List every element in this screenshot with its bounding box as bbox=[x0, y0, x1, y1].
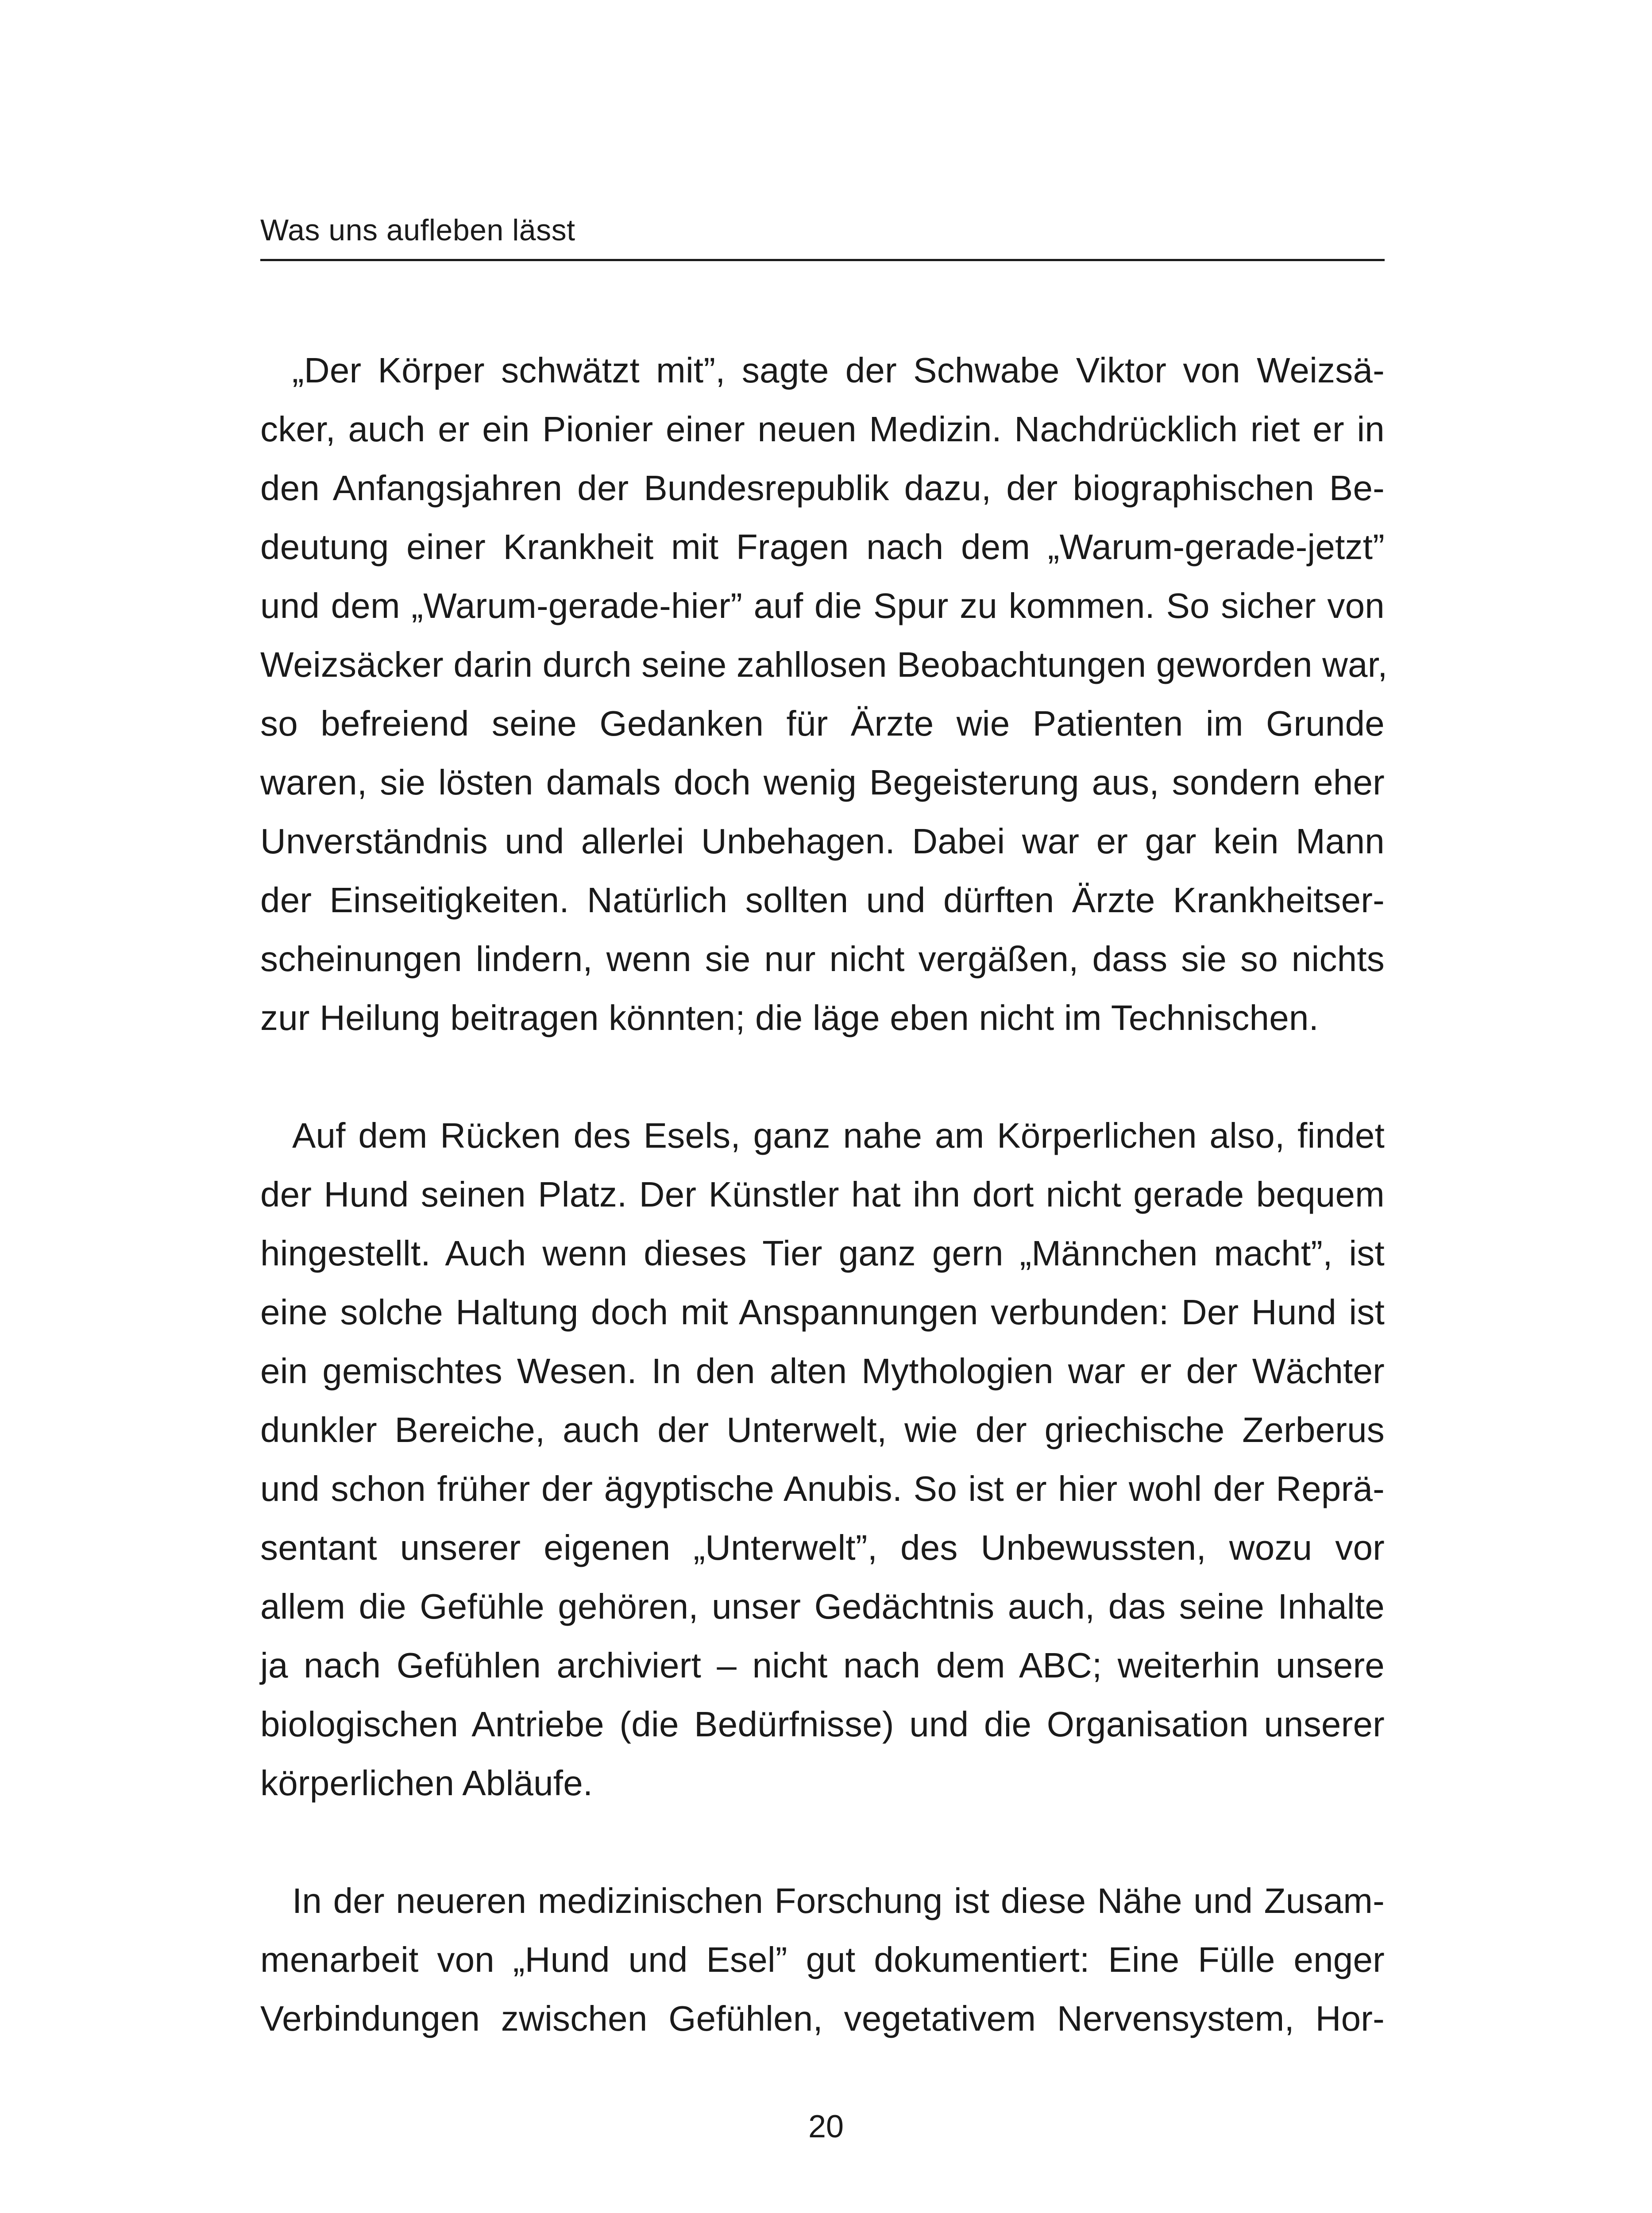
paragraph bbox=[260, 341, 1388, 1047]
text-line: Weizsäcker darin durch seine zahllosen Beobachtungen geworden war, bbox=[260, 645, 1388, 684]
text-line: und schon früher der ägyptische Anubis. So ist er hier wohl der Reprä- bbox=[260, 1469, 1385, 1508]
body-text bbox=[260, 341, 1388, 2048]
text-line: zur Heilung beitragen könnten; die läge eben nicht im Technischen. bbox=[260, 998, 1319, 1037]
text-line: den Anfangsjahren der Bundesrepublik dazu, der biographischen Be- bbox=[260, 468, 1385, 508]
text-line: scheinungen lindern, wenn sie nur nicht vergäßen, dass sie so nichts bbox=[260, 939, 1385, 979]
paragraph-gap bbox=[260, 1812, 1385, 1871]
text-line: so befreiend seine Gedanken für Ärzte wie Patienten im Grunde bbox=[260, 704, 1385, 743]
paragraph-gap bbox=[260, 1047, 1385, 1106]
text-line: eine solche Haltung doch mit Anspannungen verbunden: Der Hund ist bbox=[260, 1292, 1385, 1332]
text-line: Verbindungen zwischen Gefühlen, vegetativem Nervensystem, Hor- bbox=[260, 1999, 1385, 2038]
header-rule bbox=[260, 259, 1385, 261]
text-line: sentant unserer eigenen „Unterwelt”, des Unbewussten, wozu vor bbox=[260, 1528, 1385, 1567]
running-header: Was uns aufleben lässt bbox=[260, 213, 575, 247]
text-line: waren, sie lösten damals doch wenig Begeisterung aus, sondern eher bbox=[260, 763, 1385, 802]
text-line: Auf dem Rücken des Esels, ganz nahe am Körperlichen also, findet bbox=[292, 1116, 1385, 1155]
paragraph bbox=[260, 1871, 1385, 2048]
text-line: „Der Körper schwätzt mit”, sagte der Schwabe Viktor von Weizsä- bbox=[292, 351, 1385, 390]
text-line: biologischen Antriebe (die Bedürfnisse) und die Organisation unserer bbox=[260, 1704, 1385, 1744]
page-number: 20 bbox=[808, 2109, 844, 2144]
text-line: menarbeit von „Hund und Esel” gut dokumentiert: Eine Fülle enger bbox=[260, 1940, 1385, 1979]
text-line: Unverständnis und allerlei Unbehagen. Dabei war er gar kein Mann bbox=[260, 821, 1385, 861]
text-line: deutung einer Krankheit mit Fragen nach dem „Warum-gerade-jetzt” bbox=[260, 527, 1385, 567]
text-line: allem die Gefühle gehören, unser Gedächtnis auch, das seine Inhalte bbox=[260, 1587, 1385, 1626]
text-line: In der neueren medizinischen Forschung ist diese Nähe und Zusam- bbox=[292, 1881, 1385, 1920]
text-line: ein gemischtes Wesen. In den alten Mythologien war er der Wächter bbox=[260, 1351, 1385, 1391]
text-line: körperlichen Abläufe. bbox=[260, 1763, 593, 1803]
text-line: ja nach Gefühlen archiviert – nicht nach dem ABC; weiterhin unsere bbox=[260, 1646, 1385, 1685]
text-line: cker, auch er ein Pionier einer neuen Medizin. Nachdrücklich riet er in bbox=[260, 409, 1385, 449]
text-line: hingestellt. Auch wenn dieses Tier ganz gern „Männchen macht”, ist bbox=[260, 1234, 1385, 1273]
text-line: dunkler Bereiche, auch der Unterwelt, wie der griechische Zerberus bbox=[260, 1410, 1385, 1450]
text-line: und dem „Warum-gerade-hier” auf die Spur zu kommen. So sicher von bbox=[260, 586, 1385, 625]
text-line: der Hund seinen Platz. Der Künstler hat ihn dort nicht gerade bequem bbox=[260, 1175, 1385, 1214]
text-line: der Einseitigkeiten. Natürlich sollten und dürften Ärzte Krankheitser- bbox=[260, 880, 1385, 920]
paragraph bbox=[260, 1106, 1385, 1812]
